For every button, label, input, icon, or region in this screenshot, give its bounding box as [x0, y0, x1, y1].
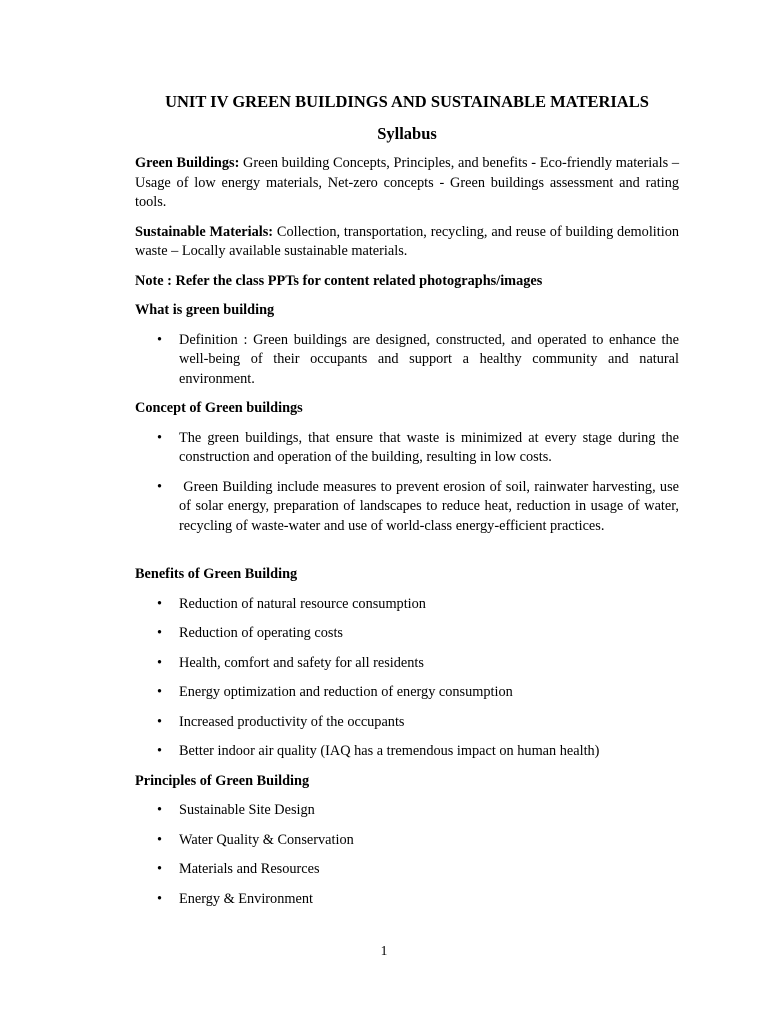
document-title: UNIT IV GREEN BUILDINGS AND SUSTAINABLE MATERIALS [165, 92, 649, 111]
list-item: • Definition : Green buildings are designed, constructed, and operated to enhance the well-being of their occupants and support a healthy community and natural environment. [157, 331, 679, 387]
bullet-icon: • [157, 802, 163, 818]
bullet-icon: • [157, 684, 163, 700]
list-item: • Energy & Environment [135, 890, 679, 910]
bullet-icon: • [157, 429, 163, 446]
principles-list [135, 801, 679, 909]
page-content [135, 91, 683, 909]
benefits-list [135, 595, 679, 762]
bullet-icon: • [157, 743, 163, 759]
note-text: Note : Refer the class PPTs for content related photographs/images [135, 272, 543, 289]
syllabus-sustainable-materials [135, 223, 679, 262]
syllabus-heading: Syllabus [377, 124, 437, 143]
list-item: • Increased productivity of the occupants [135, 713, 679, 733]
bullet-icon: • [157, 654, 163, 671]
list-item: • Green Building include measures to prevent erosion of soil, rainwater harvesting, use of solar energy, preparation of landscapes to reduce heat, reduction in usage of water, recycling of waste-water and use of world-class energy-efficient practices. [157, 478, 683, 534]
bullet-icon: • [157, 331, 163, 348]
list-item: • Water Quality & Conservation [135, 831, 679, 851]
sustainable-materials-text: Collection, transportation, recycling, and reuse of building demolition waste – Locally available sustainable materials. [135, 223, 679, 259]
list-item: • The green buildings, that ensure that waste is minimized at every stage during the construction and operation of the building, resulting in low costs. [157, 429, 679, 465]
green-buildings-label: Green Buildings: [135, 155, 240, 171]
bullet-icon: • [157, 831, 163, 848]
what-is-heading: What is green building [135, 302, 275, 318]
bullet-icon: • [157, 861, 163, 877]
principles-heading: Principles of Green Building [135, 772, 310, 789]
what-is-list [135, 331, 679, 390]
list-item: • Better indoor air quality (IAQ has a tremendous impact on human health) [135, 742, 679, 762]
bullet-icon: • [157, 890, 163, 907]
bullet-icon: • [157, 713, 163, 730]
list-item: • Energy optimization and reduction of energy consumption [135, 683, 679, 703]
list-item: • Health, comfort and safety for all residents [135, 654, 679, 674]
list-item: • Materials and Resources [135, 860, 679, 880]
benefits-heading: Benefits of Green Building [135, 566, 298, 582]
list-item: • Reduction of natural resource consumption [135, 595, 679, 615]
list-item: • Sustainable Site Design [135, 801, 679, 821]
sustainable-materials-label: Sustainable Materials: [135, 223, 274, 240]
page-number: 1 [380, 943, 388, 958]
bullet-icon: • [157, 478, 163, 495]
concept-heading: Concept of Green buildings [135, 400, 303, 416]
bullet-icon: • [157, 625, 163, 641]
concept-list [135, 429, 683, 537]
syllabus-green-buildings [135, 154, 679, 213]
bullet-icon: • [157, 595, 163, 612]
list-item: • Reduction of operating costs [135, 624, 679, 644]
green-buildings-text: Green building Concepts, Principles, and benefits - Eco-friendly materials – Usage of low energy materials, Net-zero concepts - Green buildings assessment and rating tools. [135, 155, 679, 210]
